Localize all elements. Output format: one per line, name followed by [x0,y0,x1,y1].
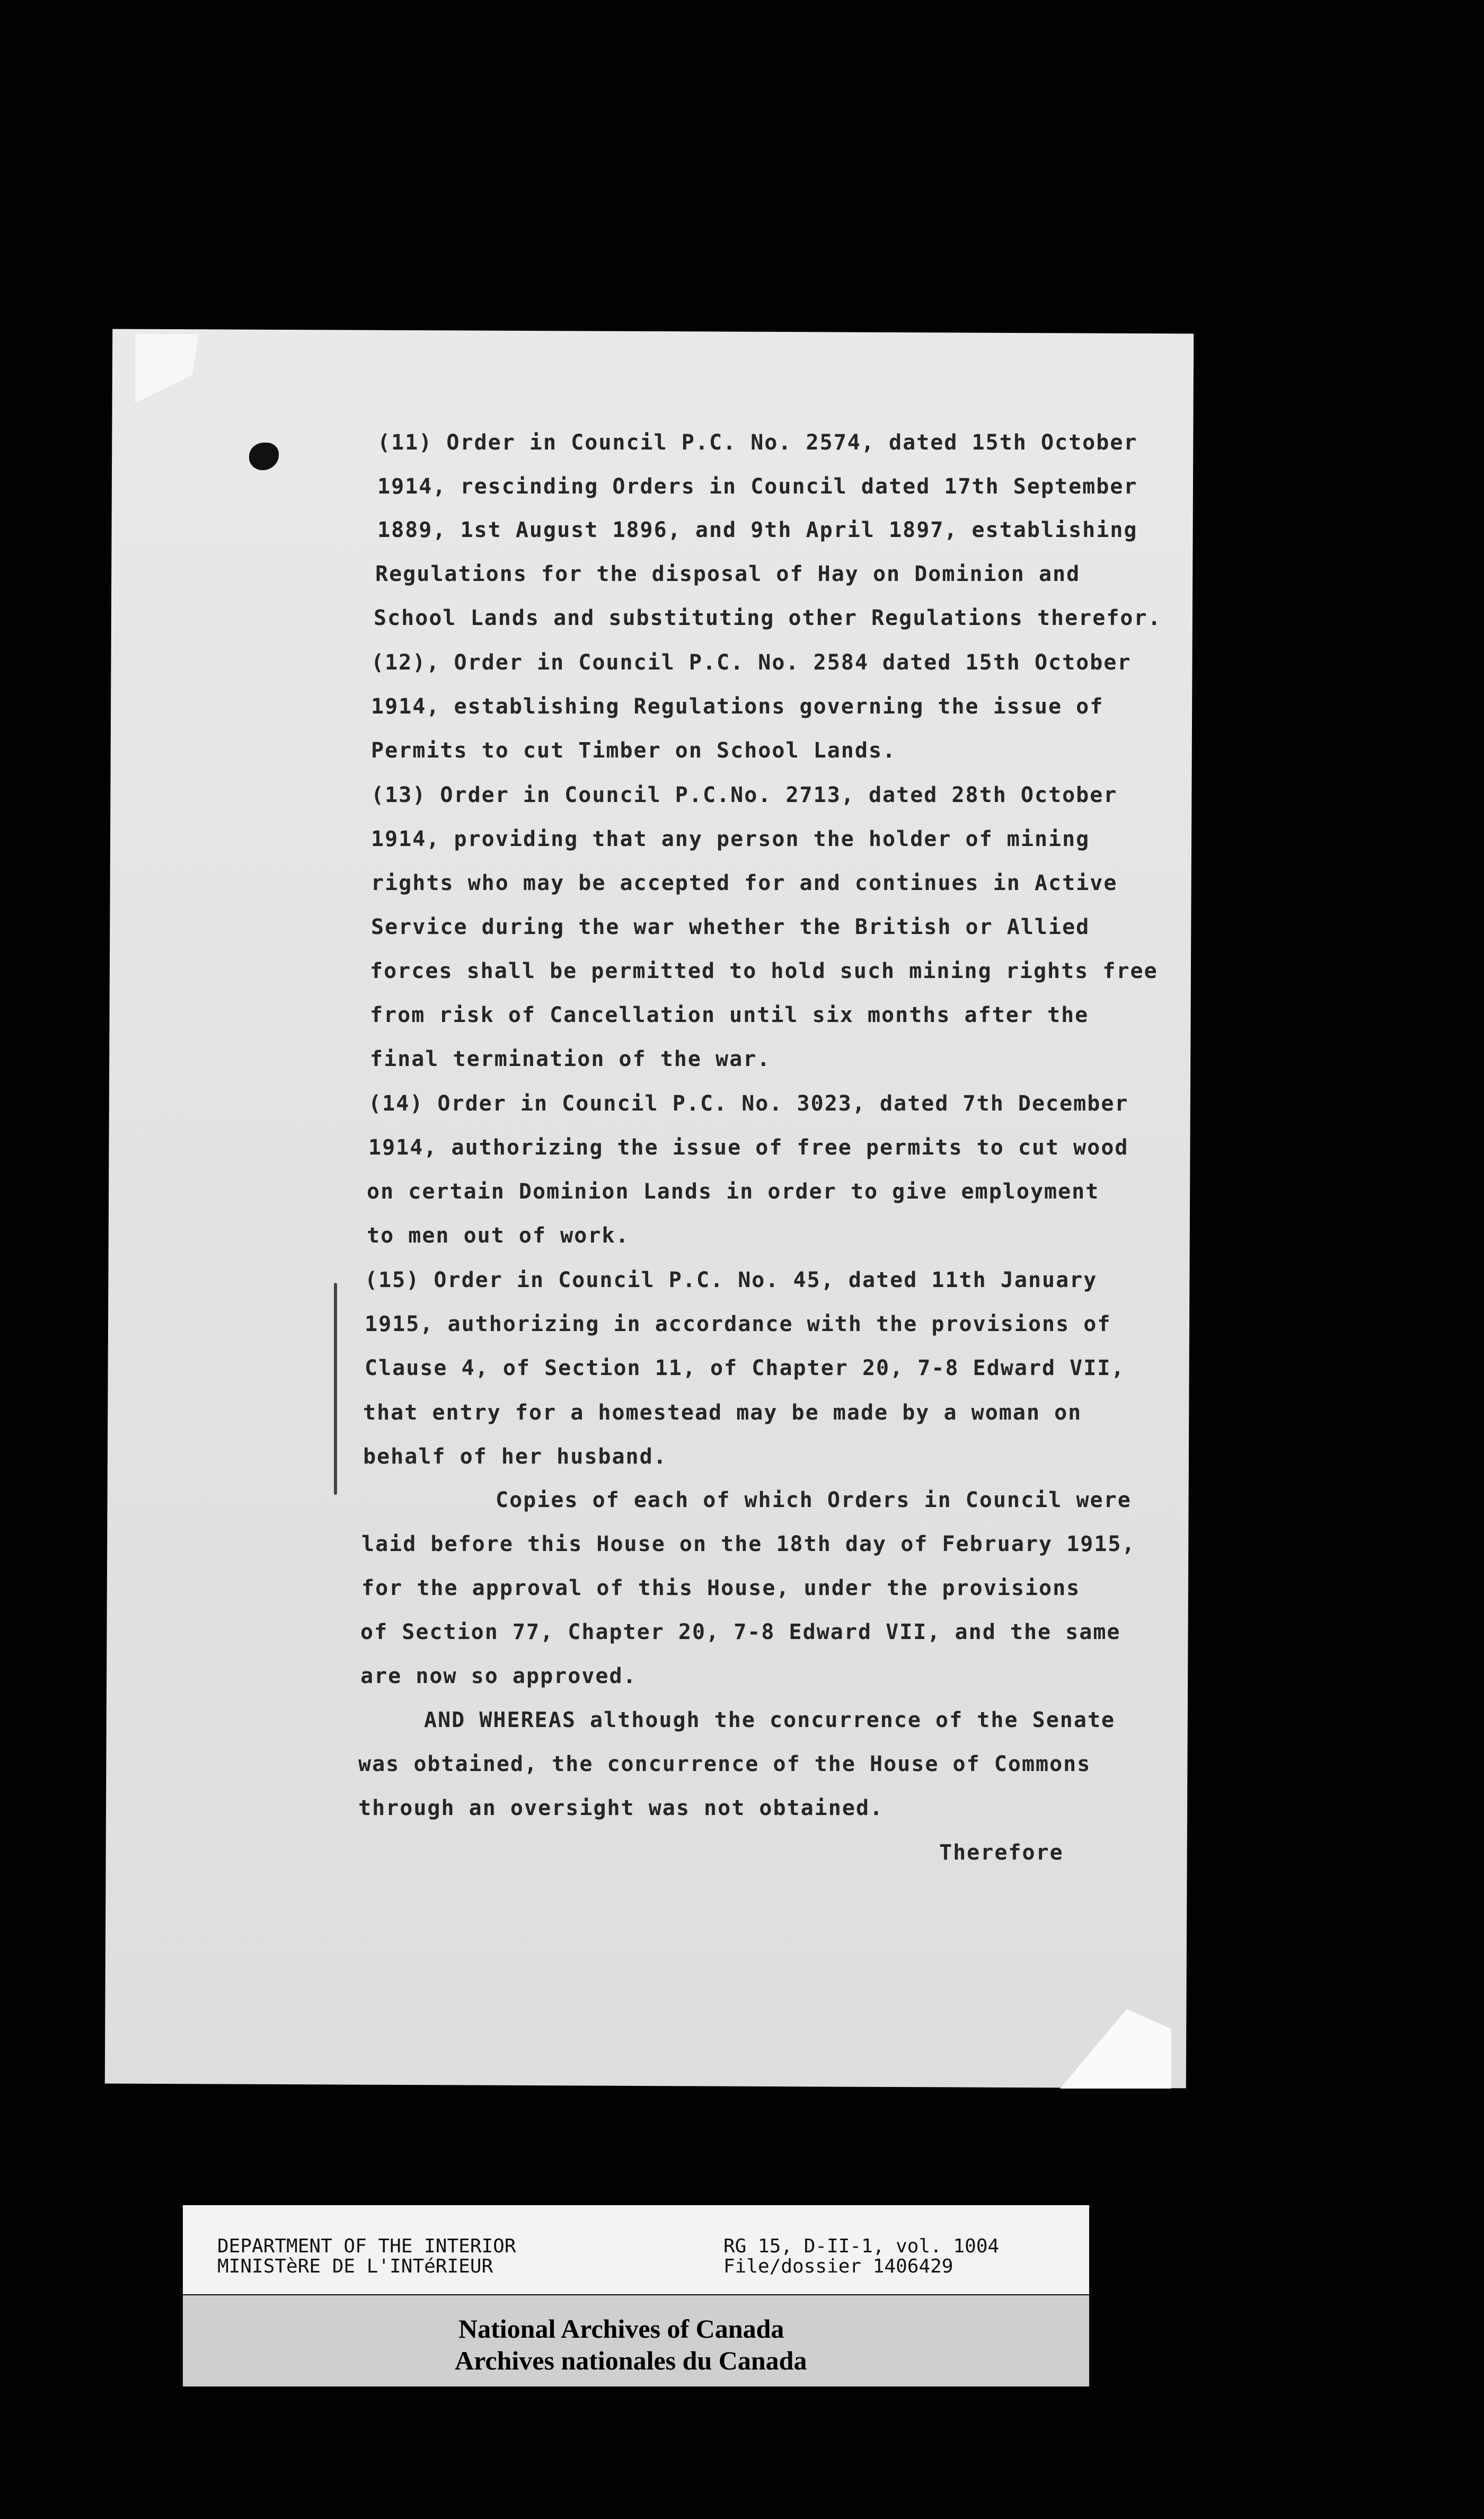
text-line: of Section 77, Chapter 20, 7-8 Edward VII, and the same [360,1620,1121,1644]
text-line: Clause 4, of Section 11, of Chapter 20, 7-8 Edward VII, [365,1356,1125,1380]
text-line: for the approval of this House, under the provisions [361,1576,1081,1600]
text-line: (13) Order in Council P.C.No. 2713, dated 28th October [371,783,1118,807]
text-line: Service during the war whether the British or Allied [371,915,1090,939]
text-line: (14) Order in Council P.C. No. 3023, dated 7th December [368,1091,1129,1116]
text-line: (11) Order in Council P.C. No. 2574, dated 15th October [377,430,1138,455]
text-line: 1914, providing that any person the holder of mining [371,827,1090,851]
text-line: from risk of Cancellation until six months after the [370,1003,1089,1027]
department-fr: MINISTèRE DE L'INTéRIEUR [217,2256,493,2277]
text-line: forces shall be permitted to hold such mining rights free [370,959,1158,983]
text-line: Permits to cut Timber on School Lands. [371,738,897,763]
text-line: (15) Order in Council P.C. No. 45, dated 11th January [365,1268,1098,1292]
archives-name-en: National Archives of Canada [458,2314,784,2344]
margin-bracket-mark [334,1283,337,1495]
text-line: Regulations for the disposal of Hay on Dominion and [375,562,1081,586]
text-line: are now so approved. [360,1664,637,1688]
text-line: 1914, authorizing the issue of free permits to cut wood [368,1135,1129,1160]
file-number: File/dossier 1406429 [723,2256,953,2277]
archives-name-fr: Archives nationales du Canada [455,2346,807,2375]
department-en: DEPARTMENT OF THE INTERIOR [217,2235,516,2257]
text-line: was obtained, the concurrence of the House of Commons [358,1752,1091,1776]
text-line: 1889, 1st August 1896, and 9th April 1897, establishing [377,518,1138,542]
text-line: behalf of her husband. [363,1445,667,1469]
text-line: to men out of work. [367,1223,630,1248]
text-line: (12), Order in Council P.C. No. 2584 dated 15th October [371,650,1132,675]
document-page [105,329,1194,2089]
text-line: 1915, authorizing in accordance with the provisions of [365,1312,1111,1336]
archive-reference: RG 15, D-II-1, vol. 1004 [723,2235,1000,2257]
text-line: 1914, establishing Regulations governing the issue of [371,694,1104,719]
text-line: on certain Dominion Lands in order to give employment [367,1179,1100,1204]
text-line: School Lands and substituting other Regulations therefor. [374,606,1162,630]
text-line: final termination of the war. [370,1047,771,1071]
text-line: rights who may be accepted for and continues in Active [371,871,1118,895]
text-line: 1914, rescinding Orders in Council dated 17th September [377,474,1138,499]
text-line: AND WHEREAS although the concurrence of the Senate [424,1708,1116,1732]
text-line: Therefore [939,1840,1064,1865]
text-line: laid before this House on the 18th day of February 1915, [361,1532,1136,1556]
text-line: through an oversight was not obtained. [358,1796,884,1820]
text-line: Copies of each of which Orders in Council were [496,1488,1132,1512]
text-line: that entry for a homestead may be made by a woman on [363,1401,1082,1425]
